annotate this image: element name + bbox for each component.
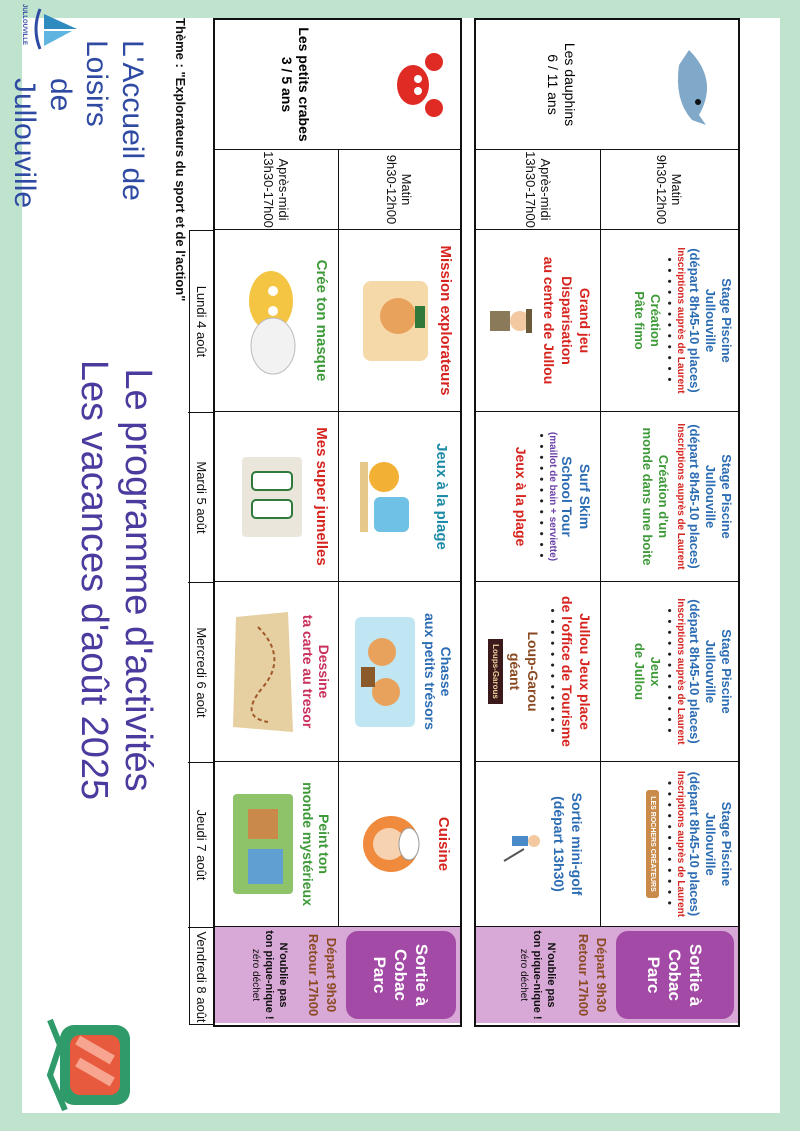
mini-golf-line1: Sortie mini-golf: [569, 792, 585, 896]
sortie-cobac-crabes: [346, 931, 456, 1019]
sortie-line1: Sortie à: [412, 943, 431, 1007]
sortie-line2: Cobac Parc: [644, 949, 684, 1001]
mini-golf: [550, 762, 586, 926]
cell-dauphins-wed-afternoon: [476, 582, 600, 762]
slot-morning-crabes: [338, 150, 460, 230]
jeux-jullou-line2: de Jullou: [632, 642, 647, 701]
cell-crabes-mon-morning: [338, 230, 460, 412]
theme-label: Thème : "Explorateurs du sport et de l'action": [173, 18, 188, 302]
piscine-line2: Jullouville: [703, 812, 718, 876]
reminder-line1: N'oublie pas: [277, 942, 289, 1008]
reminder-line1: N'oublie pas: [545, 942, 557, 1008]
day-header-friday: Vendredi 8 août: [194, 931, 209, 1023]
boite-line1: Création d'un: [656, 454, 671, 539]
loup-garou: [506, 582, 542, 761]
slot-afternoon-crabes: [215, 150, 338, 230]
piscine-line1: Stage Piscine: [719, 454, 734, 539]
center-title-line1: L'Accueil de Loisirs: [80, 40, 149, 201]
slot-afternoon-label: Après-midi: [538, 158, 553, 221]
piscine-line1: Stage Piscine: [719, 278, 734, 363]
activity-chasse-line2: aux petits trésors: [422, 613, 438, 730]
beach-toys-illustration: [359, 452, 429, 542]
cell-crabes-friday: [215, 927, 460, 1023]
retour-time: Retour 17h00: [306, 933, 321, 1017]
activity-mission-explorateurs: Mission explorateurs: [437, 245, 454, 396]
slot-afternoon-time: 13h30-17h00: [523, 151, 538, 228]
cell-dauphins-friday: [476, 927, 738, 1023]
jullou-jeux-line1: Jullou Jeux place: [577, 613, 593, 730]
reminder-crabes: [248, 927, 290, 1023]
piscine-inscription: Inscriptions auprès de Laurent: [675, 770, 686, 918]
cell-dauphins-tue-afternoon: [476, 412, 600, 582]
cell-dauphins-thu-afternoon: [476, 762, 600, 927]
piscine-wed: [686, 582, 734, 761]
piscine-thu: [686, 762, 734, 926]
surf-line2: School Tour: [559, 456, 575, 537]
depart-time: Départ 9h30: [324, 937, 339, 1013]
day-header-monday: Lundi 4 août: [188, 231, 214, 413]
activity-chasse: [422, 582, 454, 761]
piscine-inscription: Inscriptions auprès de Laurent: [675, 423, 686, 570]
reminder-dauphins: [516, 927, 558, 1023]
jeux-jullou: [631, 582, 663, 761]
cell-crabes-wed-afternoon: [215, 582, 338, 762]
jullou-jeux-place: [558, 582, 594, 761]
cell-crabes-tue-afternoon: [215, 412, 338, 582]
retour-time: Retour 17h00: [576, 933, 591, 1017]
slot-morning-label: Matin: [669, 173, 685, 206]
fimo-line1: Création: [648, 294, 663, 347]
dotted-separator: • • • • • • • • • • • •: [546, 608, 558, 735]
grand-jeu-line3: au centre de Jullou: [541, 256, 557, 385]
center-title-block: [6, 40, 150, 210]
day-header-thursday: Jeudi 7 août: [188, 763, 214, 928]
depart-time: Départ 9h30: [594, 937, 609, 1013]
detective-icon: [488, 291, 538, 351]
activity-dessine-line1: Dessine: [316, 644, 332, 699]
piscine-line2: Jullouville: [703, 288, 718, 353]
jeux-plage-dauphins: Jeux à la plage: [513, 446, 529, 547]
dotted-separator: • • • • • • • • • • • •: [663, 781, 675, 907]
center-title: [6, 40, 150, 210]
activity-peint-monde: [300, 762, 332, 926]
sortie-line1: Sortie à: [686, 943, 705, 1007]
cell-dauphins-mon-morning: [600, 230, 738, 412]
sortie-cobac-dauphins: [616, 931, 734, 1019]
grand-jeu-line1: Grand jeu: [577, 287, 593, 354]
piscine-line3: (départ 8h45-10 places): [687, 248, 702, 393]
day-header-wednesday: Mercredi 6 août: [188, 583, 214, 763]
boite-line2: monde dans une boite: [640, 427, 655, 566]
cell-crabes-tue-morning: [338, 412, 460, 582]
piscine-inscription: Inscriptions auprès de Laurent: [675, 247, 686, 394]
group-label-crabes: [215, 20, 460, 150]
piscine-tue: [686, 412, 734, 581]
main-title-line1: Le programme d'activités: [117, 368, 159, 792]
piscine-line3: (départ 8h45-10 places): [687, 771, 702, 917]
cell-dauphins-thu-morning: [600, 762, 738, 927]
cell-dauphins-tue-morning: [600, 412, 738, 582]
grand-jeu: [540, 230, 594, 411]
slot-morning-dauphins: [600, 150, 738, 230]
mini-golf-line2: (départ 13h30): [551, 796, 567, 892]
slot-morning-time: 9h30-12h00: [654, 154, 670, 225]
group-dauphins: [474, 18, 740, 1027]
group-label-dauphins: [476, 20, 738, 150]
dolphin-icon: [664, 40, 724, 130]
sortie-times-crabes: [304, 927, 340, 1023]
cell-crabes-thu-afternoon: [215, 762, 338, 927]
creation-fimo: [631, 230, 663, 411]
fimo-line2: Pâte fimo: [632, 291, 647, 350]
goggles-icon: [35, 1015, 150, 1125]
surf-line1: Surf Skim: [577, 463, 593, 530]
piscine-line2: Jullouville: [703, 464, 718, 529]
reminder-line2: ton pique-nique !: [263, 930, 275, 1020]
dotted-separator: • • • • • • • • • • • •: [663, 257, 675, 384]
zero-dechet: zéro déchet: [250, 948, 261, 1002]
logo-text: JULLOUVILLE: [21, 4, 27, 46]
treasure-map-illustration: [228, 607, 298, 737]
group-petits-crabes: [213, 18, 462, 1027]
activity-peint-line1: Peint ton: [316, 814, 332, 874]
slot-afternoon-time: 13h30-17h00: [261, 151, 277, 228]
sortie-line2: Cobac Parc: [370, 949, 410, 1001]
activity-cree-masque: Crée ton masque: [313, 259, 330, 382]
piscine-line3: (départ 8h45-10 places): [687, 424, 702, 569]
sailboat-icon: [32, 4, 82, 54]
piscine-line2: Jullouville: [703, 639, 718, 704]
main-title: [72, 300, 160, 860]
piscine-line1: Stage Piscine: [719, 629, 734, 714]
chef-icon: [359, 809, 429, 879]
activity-peint-line2: monde mystérieux: [300, 782, 316, 906]
creation-monde-boite: [639, 412, 671, 581]
dotted-separator: • • • • • • • • • • • •: [535, 433, 547, 560]
activity-jeux-plage: Jeux à la plage: [433, 443, 450, 550]
surf-skim: [558, 412, 594, 581]
slot-morning-time: 9h30-12h00: [384, 154, 400, 225]
zero-dechet: zéro déchet: [518, 948, 529, 1002]
piscine-inscription: Inscriptions auprès de Laurent: [675, 598, 686, 745]
explorer-illustration: [358, 276, 433, 366]
loups-garous-badge: Loups-Garous: [488, 639, 503, 704]
slot-afternoon-label: Après-midi: [276, 158, 292, 221]
slot-morning-label: Matin: [399, 173, 415, 206]
sortie-times-dauphins: [574, 927, 610, 1023]
activity-super-jumelles: Mes super jumelles: [313, 427, 330, 566]
group-name-crabes: Les petits crabes: [296, 27, 312, 142]
loup-garou-line2: géant: [507, 652, 523, 691]
reminder-line2: ton pique-nique !: [531, 930, 543, 1020]
activity-dessine-carte: [300, 582, 332, 761]
golfer-icon: [499, 819, 544, 869]
activity-chasse-line1: Chasse: [438, 646, 454, 697]
slot-afternoon-dauphins: [476, 150, 600, 230]
cell-dauphins-wed-morning: [600, 582, 738, 762]
group-name-dauphins: Les dauphins: [562, 42, 578, 127]
day-header-row: [189, 230, 215, 1025]
center-title-line2: de Jullouville: [8, 78, 77, 209]
piscine-line3: (départ 8h45-10 places): [687, 599, 702, 744]
cell-crabes-wed-morning: [338, 582, 460, 762]
masks-illustration: [231, 261, 311, 381]
loup-garou-line1: Loup-Garou: [525, 631, 541, 712]
group-age-dauphins: 6 / 11 ans: [545, 54, 561, 115]
cell-crabes-thu-morning: [338, 762, 460, 927]
jeux-jullou-line1: Jeux: [648, 656, 663, 687]
jullou-jeux-line2: de l'office de Tourisme: [559, 596, 575, 747]
rochers-createurs-badge: LES ROCHERS CRÉATEURS: [646, 790, 659, 898]
cell-dauphins-mon-afternoon: [476, 230, 600, 412]
activity-cuisine: Cuisine: [435, 816, 452, 872]
day-header-tuesday: Mardi 5 août: [188, 413, 214, 583]
grand-jeu-line2: Disparisation: [559, 276, 575, 365]
activity-dessine-line2: ta carte au tresor: [300, 614, 316, 729]
main-title-line2: Les vacances d'août 2025: [73, 359, 115, 801]
surf-equipment: (maillot de bain + serviette): [547, 431, 558, 562]
crab-icon: [388, 50, 448, 120]
piscine-line1: Stage Piscine: [719, 801, 734, 887]
treasure-hunt-illustration: [350, 612, 420, 732]
binoculars-illustration: [237, 452, 307, 542]
group-age-crabes: 3 / 5 ans: [279, 56, 295, 113]
piscine-mon: [686, 230, 734, 411]
jullouville-logo: [22, 4, 82, 64]
cell-crabes-mon-afternoon: [215, 230, 338, 412]
dotted-separator: • • • • • • • • • • • •: [663, 608, 675, 735]
painting-illustration: [228, 789, 298, 899]
